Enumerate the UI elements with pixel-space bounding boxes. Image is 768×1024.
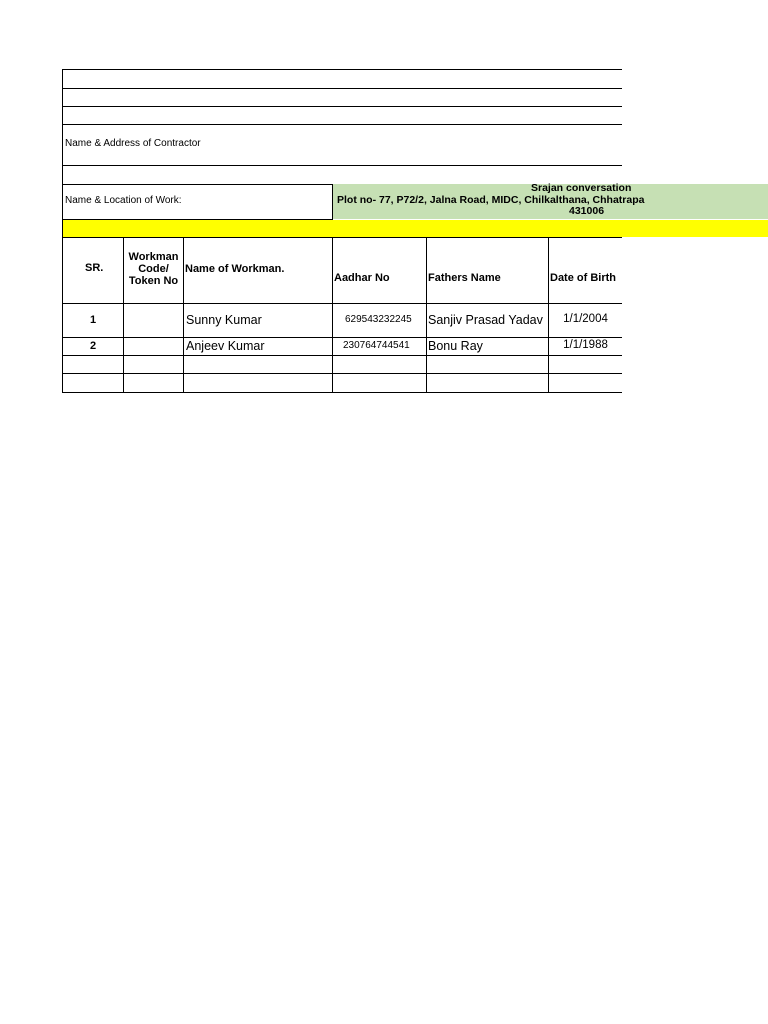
- grid-line: [426, 237, 427, 393]
- grid-line: [62, 106, 622, 107]
- location-line-1: Srajan conversation: [531, 182, 632, 194]
- highlight-row: [63, 220, 768, 237]
- grid-line: [62, 392, 622, 393]
- grid-line: [62, 69, 622, 70]
- contractor-label: Name & Address of Contractor: [65, 138, 201, 149]
- col-header-code-1: Workman: [128, 251, 179, 263]
- col-header-dob: Date of Birth: [550, 272, 616, 284]
- col-header-name: Name of Workman.: [185, 263, 285, 275]
- col-header-sr: SR.: [85, 262, 104, 274]
- grid-line: [62, 373, 622, 374]
- col-header-code-3: Token No: [128, 275, 179, 287]
- grid-line: [62, 219, 333, 220]
- grid-line: [62, 355, 622, 356]
- grid-line: [62, 88, 622, 89]
- grid-line: [62, 165, 622, 166]
- table-cell-name: Sunny Kumar: [186, 313, 262, 327]
- col-header-aadhar: Aadhar No: [334, 272, 390, 284]
- table-cell-sr: 1: [89, 314, 97, 326]
- grid-line: [332, 237, 333, 393]
- col-header-father: Fathers Name: [428, 272, 501, 284]
- grid-line: [62, 237, 622, 238]
- grid-line: [62, 303, 622, 304]
- table-cell-dob: 1/1/1988: [563, 339, 608, 351]
- location-line-3: 431006: [569, 205, 605, 217]
- table-cell-aadhar: 629543232245: [345, 314, 412, 325]
- col-header-code-2: Code/: [138, 263, 169, 275]
- table-cell-father: Bonu Ray: [428, 339, 483, 353]
- table-cell-aadhar: 230764744541: [343, 340, 410, 351]
- location-line-2: Plot no- 77, P72/2, Jalna Road, MIDC, Chilkalthana, Chhatrapa: [337, 194, 645, 206]
- grid-line: [62, 124, 622, 125]
- grid-line: [332, 184, 333, 220]
- table-cell-name: Anjeev Kumar: [186, 339, 265, 353]
- grid-line: [183, 237, 184, 393]
- table-cell-father: Sanjiv Prasad Yadav: [428, 313, 543, 327]
- location-label: Name & Location of Work:: [65, 195, 182, 206]
- grid-line: [62, 337, 622, 338]
- table-cell-dob: 1/1/2004: [563, 313, 608, 325]
- grid-line: [62, 184, 333, 185]
- table-cell-sr: 2: [89, 340, 97, 352]
